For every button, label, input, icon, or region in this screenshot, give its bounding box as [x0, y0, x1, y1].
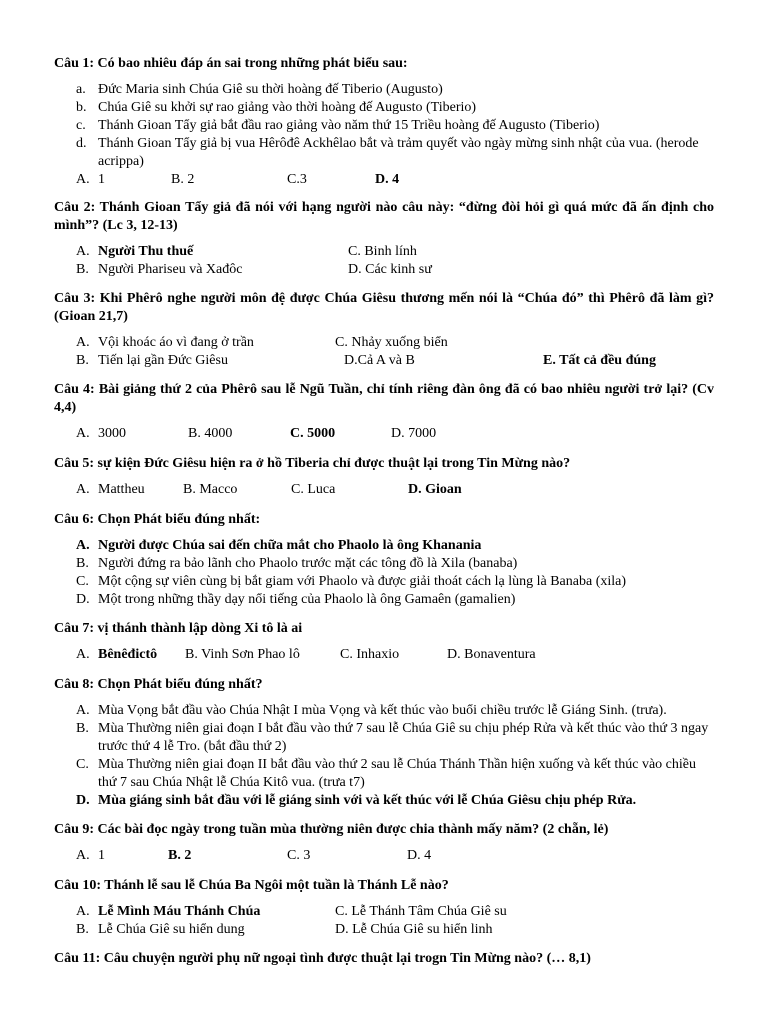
answer-row: B. Tiến lại gần Đức Giêsu D.Cả A và B E. Tất cả đều đúng	[76, 353, 656, 368]
question-8-title: Câu 8: Chọn Phát biểu đúng nhất?	[54, 677, 263, 692]
list-item: D. Một trong những thầy dạy nổi tiếng của Phaolo là ông Gamaên (gamalien)	[76, 592, 516, 607]
list-item: b. Chúa Giê su khởi sự rao giảng vào thời hoàng đế Augusto (Tiberio)	[76, 100, 477, 115]
question-11-title: Câu 11: Câu chuyện người phụ nữ ngoại tình được thuật lại trogn Tin Mừng nào? (… 8,1)	[54, 951, 591, 966]
list-item: B. Mùa Thường niên giai đoạn I bắt đầu vào thứ 7 sau lễ Chúa Giê su chịu phép Rửa và kết thúc vào thứ 3 ngay trước thứ 4 lễ Tro. (bắt đầu thứ 2)	[76, 721, 709, 754]
question-3-options	[54, 334, 714, 370]
question-10	[54, 877, 714, 939]
question-7-options	[54, 646, 714, 664]
question-3	[54, 290, 714, 370]
answer-row: A. Bênêđictô B. Vinh Sơn Phao lô C. Inhaxio D. Bonaventura	[76, 647, 536, 662]
question-9	[54, 821, 714, 865]
answer-row: A. 1 B. 2 C. 3 D. 4	[76, 848, 432, 863]
list-item: C. Một cộng sự viên cùng bị bắt giam với Phaolo và được giải thoát cách lạ lùng là Banaba (xila)	[76, 574, 627, 589]
list-item: d. Thánh Gioan Tẩy giả bị vua Hêrôđê Ackhêlao bắt và trảm quyết vào ngày mừng sinh nhật của vua. (herode acrippa)	[76, 136, 699, 169]
answer-row: A. Vội khoác áo vì đang ở trần C. Nhảy xuống biển	[76, 335, 448, 350]
answer-row: A. Mattheu B. Macco C. Luca D. Gioan	[76, 482, 462, 497]
question-8	[54, 676, 714, 810]
question-4-options	[54, 425, 714, 443]
question-10-options	[54, 903, 714, 939]
answer-row: A. Lễ Mình Máu Thánh Chúa C. Lễ Thánh Tâm Chúa Giê su	[76, 904, 507, 919]
list-item: C. Mùa Thường niên giai đoạn II bắt đầu vào thứ 2 sau lễ Chúa Thánh Thần hiện xuống và kết thúc vào chiều thứ 7 sau Chúa Nhật lễ Chúa Kitô vua. (trưa t7)	[76, 757, 696, 790]
answer-row: A. Người Thu thuế C. Binh lính	[76, 244, 417, 259]
question-2-options	[54, 243, 714, 279]
question-1-title: Câu 1: Có bao nhiêu đáp án sai trong những phát biểu sau:	[54, 56, 408, 71]
question-6-title: Câu 6: Chọn Phát biểu đúng nhất:	[54, 512, 261, 527]
question-5	[54, 455, 714, 499]
question-10-title: Câu 10: Thánh lễ sau lễ Chúa Ba Ngôi một tuần là Thánh Lễ nào?	[54, 878, 449, 893]
question-4-title: Câu 4: Bài giảng thứ 2 của Phêrô sau lễ Ngũ Tuần, chỉ tính riêng đàn ông đã có bao nhiêu người trở lại? (Cv 4,4)	[54, 382, 714, 415]
question-3-title: Câu 3: Khi Phêrô nghe người môn đệ được Chúa Giêsu thương mến nói là “Chúa đó” thì Phêrô đã làm gì? (Gioan 21,7)	[54, 291, 714, 324]
question-4	[54, 381, 714, 443]
list-item: a. Đức Maria sinh Chúa Giê su thời hoàng đế Tiberio (Augusto)	[76, 82, 443, 97]
question-9-title: Câu 9: Các bài đọc ngày trong tuần mùa thường niên được chia thành mấy năm? (2 chẵn, lẻ)	[54, 822, 609, 837]
question-9-options	[54, 847, 714, 865]
answer-row: A. 3000 B. 4000 C. 5000 D. 7000	[76, 426, 437, 441]
question-6	[54, 511, 714, 609]
question-8-options	[54, 702, 714, 810]
question-2-title: Câu 2: Thánh Gioan Tẩy giả đã nói với hạng người nào câu này: “đừng đòi hỏi gì quá mức đã ấn định cho mình”? (Lc 3, 12-13)	[54, 200, 714, 233]
question-1-options	[54, 81, 714, 189]
question-2	[54, 199, 714, 279]
answer-row: B. Lễ Chúa Giê su hiển dung D. Lễ Chúa Giê su hiển linh	[76, 922, 493, 937]
answer-row: A. 1 B. 2 C.3 D. 4	[76, 172, 400, 187]
question-5-title: Câu 5: sự kiện Đức Giêsu hiện ra ở hồ Tiberia chỉ được thuật lại trong Tin Mừng nào?	[54, 456, 571, 471]
list-item: B. Người đứng ra bảo lãnh cho Phaolo trước mặt các tông đồ là Xila (banaba)	[76, 556, 518, 571]
question-6-options	[54, 537, 714, 609]
question-7	[54, 620, 714, 664]
answer-row: B. Người Phariseu và Xađôc D. Các kinh sư	[76, 262, 432, 277]
question-5-options	[54, 481, 714, 499]
list-item: A. Mùa Vọng bắt đầu vào Chúa Nhật I mùa Vọng và kết thúc vào buổi chiều trước lễ Giáng Sinh. (trưa).	[76, 703, 667, 718]
list-item: A. Người được Chúa sai đến chữa mắt cho Phaolo là ông Khanania	[76, 538, 482, 553]
list-item: D. Mùa giáng sinh bắt đầu với lễ giáng sinh với và kết thúc với lễ Chúa Giêsu chịu phép Rửa.	[76, 793, 637, 808]
question-1	[54, 55, 714, 189]
list-item: c. Thánh Gioan Tẩy giả bắt đầu rao giảng vào năm thứ 15 Triều hoàng đế Augusto (Tiberio)	[76, 118, 600, 133]
question-11	[54, 950, 714, 968]
question-7-title: Câu 7: vị thánh thành lập dòng Xi tô là ai	[54, 621, 303, 636]
